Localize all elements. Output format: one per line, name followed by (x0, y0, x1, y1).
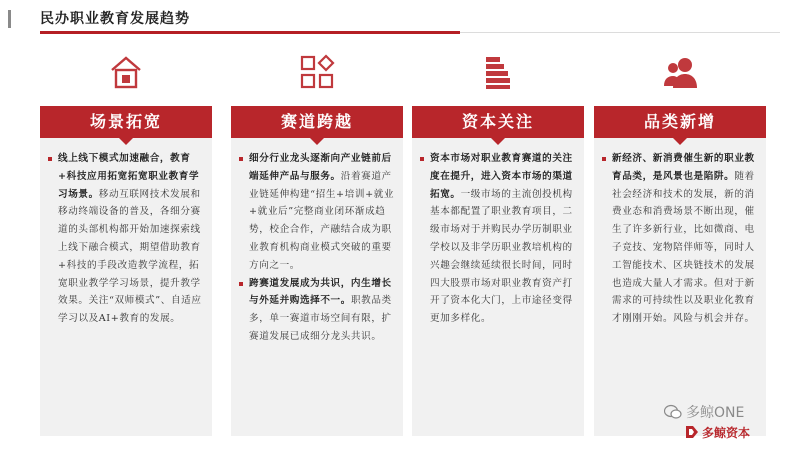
column-category-growth (594, 52, 766, 430)
brand-logo-icon (684, 424, 700, 440)
bullet-icon (48, 157, 52, 161)
item-highlight: 资本市场对职业教育赛道的关注度在提升，进入资本市场的渠道拓宽。 (430, 153, 573, 200)
card-heading: 品类新增 (594, 106, 766, 138)
card-heading: 赛道跨越 (231, 106, 403, 138)
bullet-icon (239, 157, 243, 161)
column-capital-attention (412, 52, 584, 430)
column-track-crossing (231, 52, 403, 430)
item-text: 随着社会经济和技术的发展，新的消费业态和消费场景不断出现，催生了许多新行业，比如微商、电子竞技、宠物陪伴师等，同时人工智能技术、区块链技术的发展也造成大量人才需求。但对于新需求的可持续性以及职业化教育才刚刚开始。风险与机会并存。 (612, 170, 755, 325)
list-item (420, 150, 580, 328)
card-heading: 资本关注 (412, 106, 584, 138)
item-highlight: 线上线下模式加速融合，教育+科技应用拓宽拓宽职业教育学习场景。 (58, 153, 200, 200)
left-accent-bar (8, 10, 11, 28)
card-body (239, 150, 399, 346)
list-item (239, 150, 399, 275)
bullet-icon (602, 157, 606, 161)
item-highlight: 细分行业龙头逐渐向产业链前后端延伸产品与服务。 (249, 153, 392, 182)
item-highlight: 新经济、新消费催生新的职业教育品类，是风景也是陷阱。 (612, 153, 755, 182)
item-text: 沿着赛道产业链延伸构建“招生+培训+就业+就业后”完整商业闭环渐成趋势，校企合作，产融结合成为职业教育机构商业模式突破的重要方向之一。 (249, 170, 395, 271)
list-item (239, 275, 399, 346)
list-item (48, 150, 208, 328)
grid-shapes-icon (297, 52, 337, 92)
watermark (656, 402, 786, 442)
bullet-icon (239, 282, 243, 286)
item-highlight: 跨赛道发展成为共识，内生增长与外延并购选择不一。 (249, 277, 392, 307)
list-item (602, 150, 762, 328)
house-icon (106, 52, 146, 92)
column-scene-expansion (40, 52, 212, 430)
card-heading: 场景拓宽 (40, 106, 212, 138)
wechat-icon (664, 404, 682, 420)
watermark-company: 多鲸资本 (702, 426, 751, 440)
card-body (420, 150, 580, 328)
page-title: 民办职业教育发展趋势 (40, 11, 190, 27)
card-body (602, 150, 762, 328)
title-accent-divider (40, 31, 460, 34)
item-text: 移动互联网技术发展和移动终端设备的普及，各细分赛道的头部机构都开始加速探索线上线下融合模式，期望借助教育+科技的手段改造教学流程，拓宽职业教学学习场景，提升教学效果。关注“双师模式”、自适应学习以及AI+教育的发展。 (58, 188, 202, 325)
bar-stack-icon (478, 52, 518, 92)
watermark-brand: 多鲸ONE (686, 405, 745, 421)
item-text: 职教品类多，单一赛道市场空间有限，扩赛道发展已成细分龙头共识。 (249, 295, 392, 342)
users-icon (660, 52, 700, 92)
card-body (48, 150, 208, 328)
bullet-icon (420, 157, 424, 161)
item-text: 一级市场的主流创投机构基本都配置了职业教育项目，二级市场对于并购民办学历制职业学校以及非学历职业教培机构的兴趣会继续延续很长时间，同时四大股票市场对职业教育资产打开了资本化大门，上市途径变得更加多样化。 (430, 188, 573, 325)
